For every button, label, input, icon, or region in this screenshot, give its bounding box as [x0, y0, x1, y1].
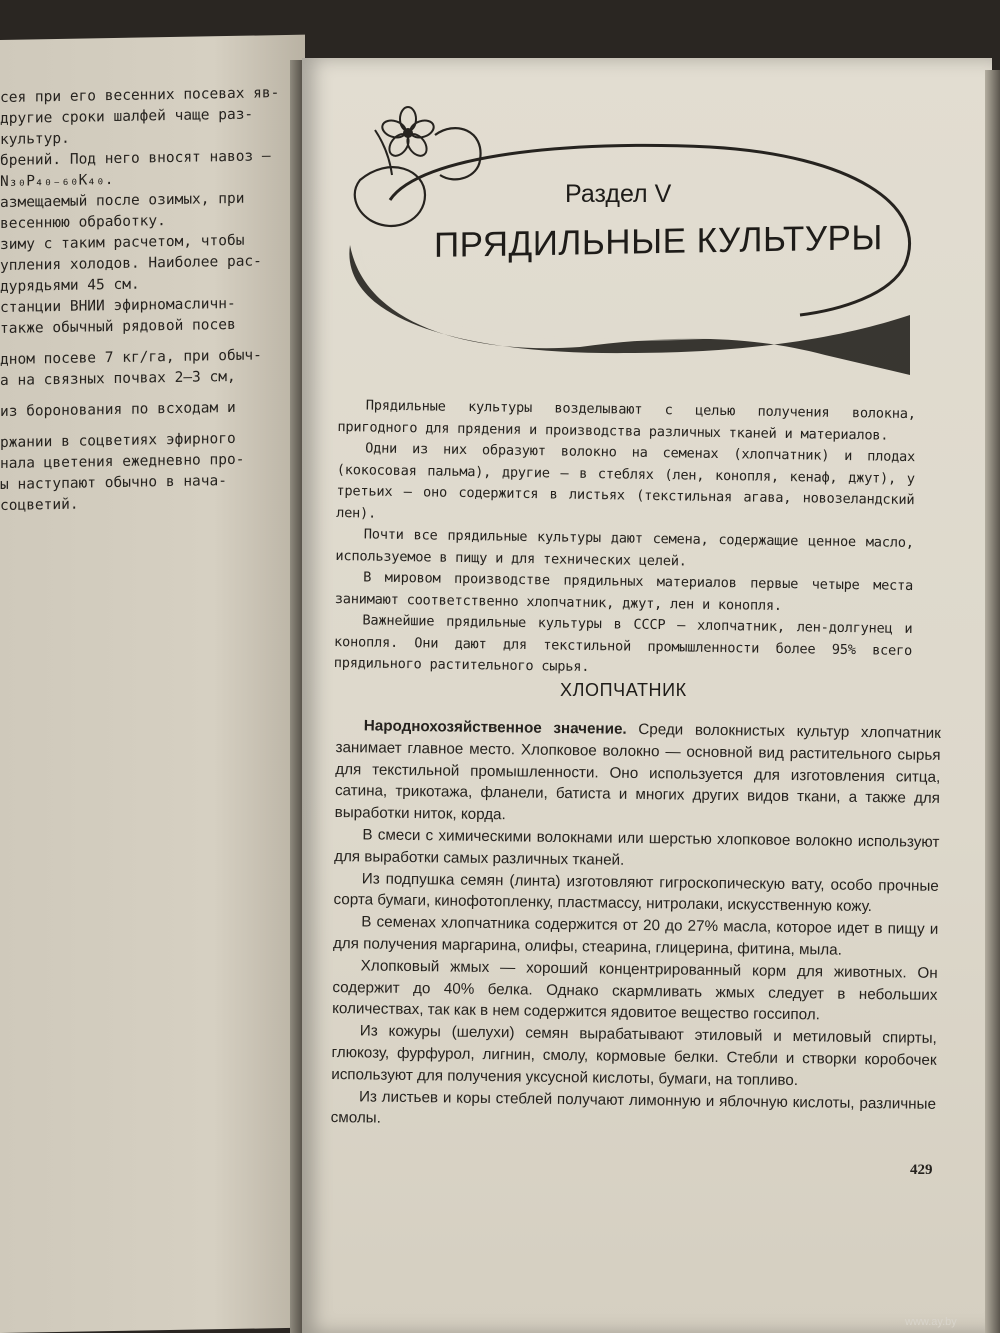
page-edge [985, 70, 1000, 1333]
left-page [0, 35, 305, 1333]
body-text [331, 715, 941, 1137]
left-line: зиму с таким расчетом, чтобы [0, 232, 245, 253]
left-line: а на связных почвах 2—3 см, [0, 368, 236, 389]
left-line: другие сроки шалфей чаще раз- [0, 106, 254, 127]
intro-paragraph: Важнейшие прядильные культуры в СССР — хлопчатник, лен-долгунец и конопля. Они дают для текстильной промышленности более 95% всего прядильного растительного сырья. [333, 612, 913, 675]
watermark: www.ay.by [905, 1316, 957, 1328]
body-paragraph: Народнохозяйственное значение. Среди волокнистых культур хлопчатник занимает главное место. Хлопковое волокно — основной вид растительного сырья для текстильной промышленности. Оно используется для изготовления ситца, сатина, трикотажа, фланели, батиста и многих других видов ткани, а также для выработки ниток, корда. [334, 717, 941, 824]
left-line: сея при его весенних посевах яв- [0, 85, 280, 106]
left-line: брений. Под него вносят навоз — [0, 148, 271, 169]
intro-text [334, 395, 916, 684]
left-line: из боронования по всходам и [0, 399, 236, 420]
intro-paragraph: Прядильные культуры возделывают с целью получения волокна, пригодного для прядения и производства различных тканей и материалов. [337, 397, 916, 444]
left-line: упления холодов. Наиболее рас- [0, 253, 262, 274]
left-line: ы наступают обычно в нача- [0, 473, 227, 493]
left-page-text [0, 83, 300, 517]
body-paragraph: Из кожуры (шелухи) семян вырабатывают этиловый и метиловый спирты, глюкозу, фурфурол, лигнин, смолу, кормовые белки. Стебли и створки коробочек используют для получения уксусной кислоты, бумаги, на топливо. [331, 1022, 937, 1089]
body-paragraph: Хлопковый жмых — хороший концентрированный корм для животных. Он содержит до 40% белка. Однако скармливать жмых следует в небольших количествах, так как в нем содержится ядовитое вещество госсипол. [332, 957, 938, 1024]
left-line: ржании в соцветиях эфирного [0, 430, 236, 451]
body-paragraph: Из листьев и коры стеблей получают лимонную и яблочную кислоты, различные смолы. [330, 1087, 937, 1127]
intro-paragraph: Одни из них образуют волокно на семенах (хлопчатник) и плодах (кокосовая пальма), другие — в стеблях (лен, конопля, кенаф, джут), у третьих — оно содержится в листьях (текстильная агава, новозеландский лен). [336, 440, 916, 522]
section-label: Раздел V [565, 180, 672, 208]
lead-term: Народнохозяйственное значение. [363, 717, 627, 738]
left-line: дурядьями 45 см. [0, 276, 140, 295]
left-line: весеннюю обработку. [0, 213, 166, 232]
left-line: нала цветения ежедневно про- [0, 451, 245, 472]
intro-paragraph: Почти все прядильные культуры дают семена, содержащие ценное масло, используемое в пищу и для технических целей. [335, 526, 914, 569]
left-line: станции ВНИИ эфирномасличн- [0, 295, 236, 316]
body-paragraph: Из подпушка семян (линта) изготовляют гигроскопическую вату, особо прочные сорта бумаги, кинофотопленку, пластмассу, нитролаки, искусственную кожу. [333, 869, 939, 916]
left-line: также обычный рядовой посев [0, 316, 236, 337]
body-paragraph: В семенах хлопчатника содержится от 20 до 27% масла, которое идет в пищу и для получения маргарина, олифы, стеарина, глицерина, фитина, мыла. [332, 913, 939, 959]
page-number: 429 [910, 1162, 933, 1178]
left-line: культур. [0, 130, 70, 148]
left-line: соцветий. [0, 496, 79, 514]
left-line: дном посеве 7 кг/га, при обыч- [0, 347, 262, 368]
chapter-heading: ХЛОПЧАТНИК [560, 680, 687, 700]
left-line: N₃₀P₄₀₋₆₀K₄₀. [0, 172, 114, 190]
left-line: азмещаемый после озимых, при [0, 190, 245, 211]
body-paragraph: В смеси с химическими волокнами или шерстью хлопковое волокно используют для выработки самых различных тканей. [334, 826, 940, 869]
flower-icon [380, 107, 436, 159]
section-title: ПРЯДИЛЬНЫЕ КУЛЬТУРЫ [434, 218, 883, 265]
intro-paragraph: В мировом производстве прядильных материалов первые четыре места занимают соответственно хлопчатник, джут, лен и конопля. [334, 569, 914, 614]
